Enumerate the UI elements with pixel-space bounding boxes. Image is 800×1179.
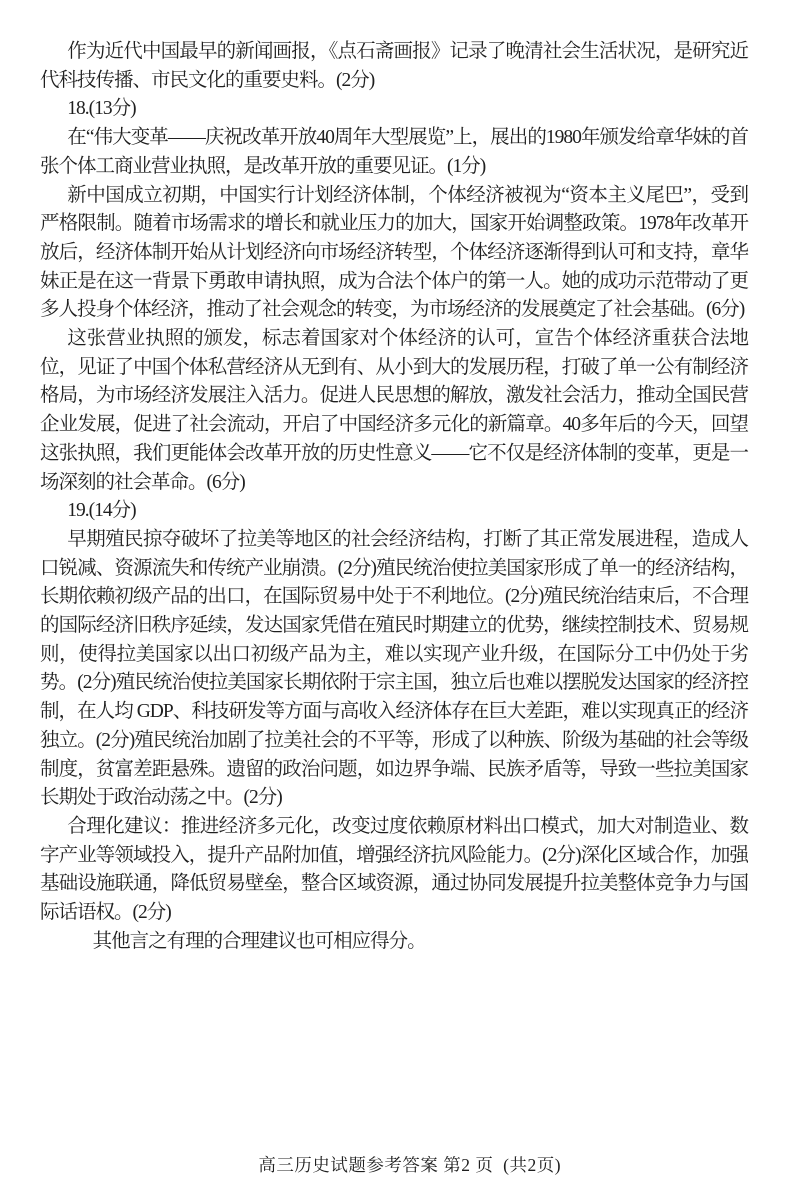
answer-content — [40, 38, 748, 957]
q18-answer-part2: 新中国成立初期，中国实行计划经济体制，个体经济被视为“资本主义尾巴”，受到严格限制。随着市场需求的增长和就业压力的加大，国家开始调整政策。1978年改革开放后，经济体制开始从计划经济向市场经济转型，个体经济逐渐得到认可和支持，章华妹正是在这一背景下勇敢申请执照，成为合法个体户的第一人。她的成功示范带动了更多人投身个体经济，推动了社会观念的转变，为市场经济的发展奠定了社会基础。(6分) — [40, 184, 748, 321]
q19-answer-part2: 合理化建议：推进经济多元化，改变过度依赖原材料出口模式，加大对制造业、数字产业等领域投入，提升产品附加值，增强经济抗风险能力。(2分)深化区域合作，加强基础设施联通，降低贸易壁垒，整合区域资源，通过协同发展提升拉美整体竞争力与国际话语权。(2分) — [40, 815, 748, 924]
q19-heading: 19.(14分) — [67, 500, 136, 522]
q18-heading: 18.(13分) — [67, 98, 136, 120]
q17-answer-tail: 作为近代中国最早的新闻画报，《点石斋画报》记录了晚清社会生活状况，是研究近代科技传播、市民文化的重要史料。(2分) — [40, 41, 748, 91]
q18-answer-part3: 这张营业执照的颁发，标志着国家对个体经济的认可，宣告个体经济重获合法地位，见证了中国个体私营经济从无到有、从小到大的发展历程，打破了单一公有制经济格局，为市场经济发展注入活力。促进人民思想的解放，激发社会活力，推动全国民营企业发展，促进了社会流动，开启了中国经济多元化的新篇章。40多年后的今天，回望这张执照，我们更能体会改革开放的历史性意义——它不仅是经济体制的变革，更是一场深刻的社会革命。(6分) — [40, 328, 748, 493]
q19-grading-note: 其他言之有理的合理建议也可相应得分。 — [92, 930, 426, 952]
page-footer — [0, 1131, 800, 1179]
q18-answer-part1: 在“伟大变革——庆祝改革开放40周年大型展览”上，展出的1980年颁发给章华妹的首张个体工商业营业执照，是改革开放的重要见证。(1分) — [40, 127, 748, 177]
footer-text: 高三历史试题参考答案 第2 页 (共2页) — [258, 1155, 562, 1175]
q19-answer-part1: 早期殖民掠夺破坏了拉美等地区的社会经济结构，打断了其正常发展进程，造成人口锐减、资源流失和传统产业崩溃。(2分)殖民统治使拉美国家形成了单一的经济结构，长期依赖初级产品的出口，在国际贸易中处于不利地位。(2分)殖民统治结束后，不合理的国际经济旧秩序延续，发达国家凭借在殖民时期建立的优势，继续控制技术、贸易规则，使得拉美国家以出口初级产品为主，难以实现产业升级，在国际分工中仍处于劣势。(2分)殖民统治使拉美国家长期依附于宗主国，独立后也难以摆脱发达国家的经济控制，在人均 GDP、科技研发等方面与高收入经济体存在巨大差距，难以实现真正的经济独立。(2分)殖民统治加剧了拉美社会的不平等，形成了以种族、阶级为基础的社会等级制度，贫富差距悬殊。遗留的政治问题，如边界争端、民族矛盾等，导致一些拉美国家长期处于政治动荡之中。(2分) — [40, 528, 748, 809]
